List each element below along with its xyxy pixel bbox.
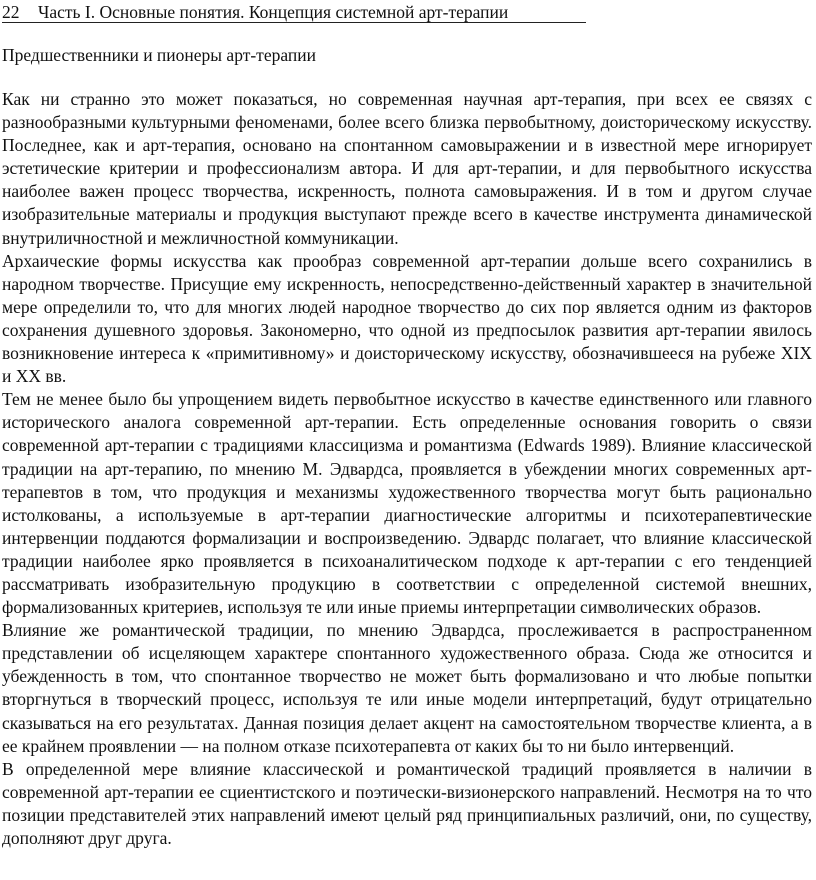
paragraph: Архаические формы искусства как прообраз современной арт-терапии дольше всего сохранились в народном творчестве. Присущие ему искренность, непосредственно-действенный характер в значительной мере определили то, что для многих людей народное творчество до сих пор является одним из факторов сохранения душевного здоровья. Закономерно, что одной из предпосылок развития арт-терапии явилось возникновение интереса к «примитивному» и доисторическому искусству, обозначившееся на рубеже XIX и XX вв. xyxy=(2,250,812,387)
body-text xyxy=(2,88,812,850)
page-number: 22 xyxy=(2,2,20,22)
running-header xyxy=(2,2,586,23)
paragraph: Как ни странно это может показаться, но современная научная арт-терапия, при всех ее связях с разнообразными культурными феноменами, более всего близка первобытному, доисторическому искусству. Последнее, как и арт-терапия, основано на спонтанном самовыражении и в известной мере игнорирует эстетические критерии и профессионализм автора. И для арт-терапии, и для первобытного искусства наиболее важен процесс творчества, искренность, полнота самовыражения. И в том и другом случае изобразительные материалы и продукция выступают прежде всего в качестве инструмента динамической внутриличностной и межличностной коммуникации. xyxy=(2,89,812,248)
section-title: Предшественники и пионеры арт-терапии xyxy=(2,45,316,65)
chapter-title: Часть I. Основные понятия. Концепция системной арт-терапии xyxy=(38,2,509,22)
paragraph: Влияние же романтической традиции, по мнению Эдвардса, прослеживается в распространенном представлении об исцеляющем характере спонтанного художественного образа. Сюда же относится и убежденность в том, что спонтанное творчество не может быть формализовано и что любые попытки вторгнуться в творческий процесс, используя те или иные модели интерпретаций, будут отрицательно сказываться на его результатах. Данная позиция делает акцент на самостоятельном творчестве клиента, а в ее крайнем проявлении — на полном отказе психотерапевта от каких бы то ни было интервенций. xyxy=(2,620,812,756)
paragraph: В определенной мере влияние классической и романтической традиций проявляется в наличии в современной арт-терапии ее сциентистского и поэтически-визионерского направлений. Несмотря на то что позиции представителей этих направлений имеют целый ряд принципиальных различий, они, по существу, дополняют друг друга. xyxy=(2,758,812,848)
paragraph: Тем не менее было бы упрощением видеть первобытное искусство в качестве единственного или главного исторического аналога современной арт-терапии. Есть определенные основания говорить о связи современной арт-терапии с традициями классицизма и романтизма (Edwards 1989). Влияние классической традиции на арт-терапию, по мнению М. Эдвардса, проявляется в убеждении многих современных арт-терапевтов в том, что продукция и механизмы художественного творчества могут быть рационально истолкованы, а используемые в арт-терапии диагностические алгоритмы и психотерапевтические интервенции поддаются формализации и воспроизведению. Эдвардс полагает, что влияние классической традиции наиболее ярко проявляется в психоаналитическом подходе к арт-терапии с его тенденцией рассматривать изобразительную продукцию в соответствии с определенной системой внешних, формализованных критериев, используя те или иные приемы интерпретации символических образов. xyxy=(2,389,812,618)
